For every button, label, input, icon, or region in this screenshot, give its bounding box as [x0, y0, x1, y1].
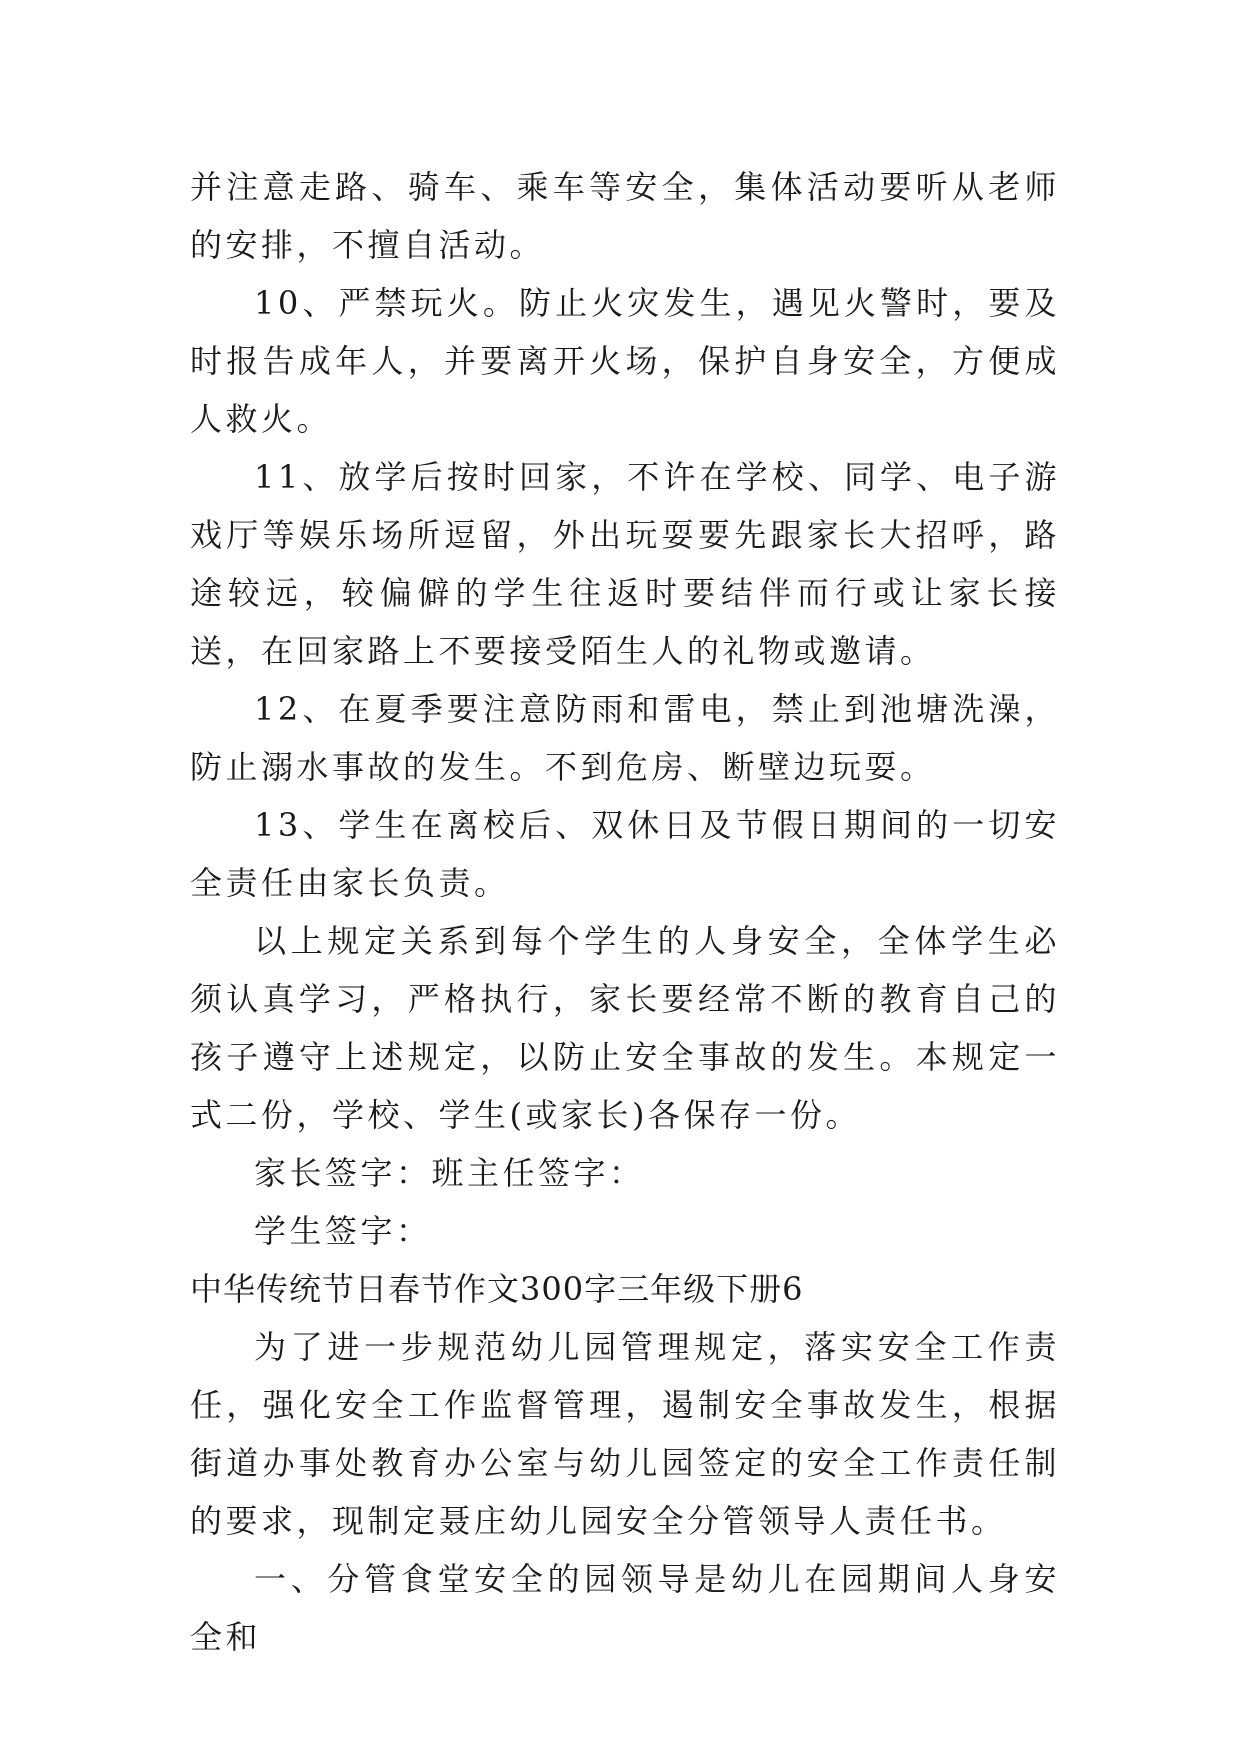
section-paragraph-one: 一、分管食堂安全的园领导是幼儿在园期间人身安全和 [190, 1560, 1060, 1656]
paragraph-item-13: 13、学生在离校后、双休日及节假日期间的一切安全责任由家长负责。 [190, 806, 1060, 902]
paragraph-item-12: 12、在夏季要注意防雨和雷电，禁止到池塘洗澡，防止溺水事故的发生。不到危房、断壁边玩耍。 [190, 690, 1060, 786]
paragraph-continuation: 并注意走路、骑车、乘车等安全，集体活动要听从老师的安排，不擅自活动。 [190, 168, 1060, 264]
signature-student: 学生签字： [254, 1212, 432, 1250]
paragraph-item-10: 10、严禁玩火。防止火灾发生，遇见火警时，要及时报告成年人，并要离开火场，保护自身安全，方便成人救火。 [190, 284, 1060, 438]
paragraph-item-11: 11、放学后按时回家，不许在学校、同学、电子游戏厅等娱乐场所逗留，外出玩耍要先跟家长大招呼，路途较远，较偏僻的学生往返时要结伴而行或让家长接送，在回家路上不要接受陌生人的礼物或邀请。 [190, 458, 1060, 670]
document-body [190, 158, 1060, 1666]
section-paragraph-intro: 为了进一步规范幼儿园管理规定，落实安全工作责任，强化安全工作监督管理，遏制安全事故发生，根据街道办事处教育办公室与幼儿园签定的安全工作责任制的要求，现制定聂庄幼儿园安全分管领导人责任书。 [190, 1328, 1060, 1540]
section-title: 中华传统节日春节作文300字三年级下册6 [190, 1270, 804, 1308]
paragraph-conclusion: 以上规定关系到每个学生的人身安全，全体学生必须认真学习，严格执行，家长要经常不断的教育自己的孩子遵守上述规定，以防止安全事故的发生。本规定一式二份，学校、学生(或家长)各保存一份。 [190, 922, 1060, 1134]
signature-parent-teacher: 家长签字：班主任签字： [254, 1154, 645, 1192]
